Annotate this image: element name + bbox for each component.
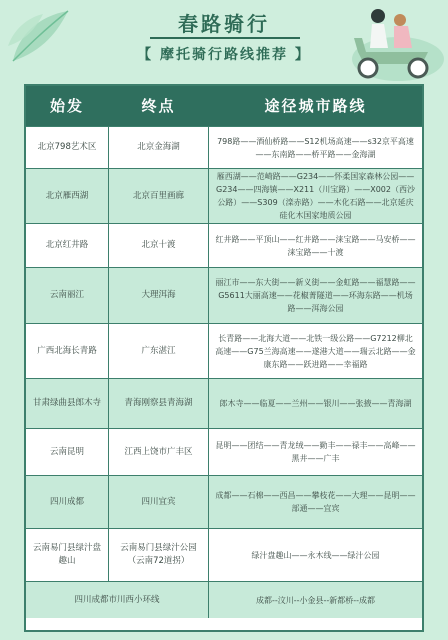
table-row	[26, 475, 422, 528]
cell-end: 四川宜宾	[141, 496, 176, 507]
column-header-route: 途径城市路线	[264, 97, 367, 115]
cell-start: 云南昆明	[49, 446, 84, 457]
table-row	[26, 581, 422, 618]
cell-end: 北京十渡	[141, 240, 176, 250]
scooter-rider-icon	[318, 4, 444, 84]
page-subtitle: 【 摩托骑行路线推荐 】	[137, 47, 311, 63]
column-header-start: 始发	[49, 97, 84, 115]
table-row	[26, 528, 422, 581]
header	[0, 0, 448, 84]
cell-start: 北京红井路	[45, 240, 89, 250]
cell-end: 云南易门县绿汁公园（云南72道拐）	[120, 543, 197, 566]
cell-start: 甘肃绿曲县郎木寺	[32, 398, 101, 408]
cell-end: 江西上饶市广丰区	[124, 446, 193, 457]
cell-end: 大理洱海	[141, 290, 176, 300]
cell-route: 郎木寺——临夏——兰州——银川——张掖——青海湖	[219, 399, 412, 408]
cell-start: 云南易门县绿汁盘趣山	[32, 543, 101, 566]
cell-route: 成都--汶川--小金县--新都桥--成都	[255, 595, 376, 605]
cell-start: 云南丽江	[49, 290, 84, 300]
table-row	[26, 126, 422, 168]
cell-route: 红井路——平顶山——红井路——涞宝路——马安桥——涞宝路——十渡	[215, 234, 416, 257]
table-row	[26, 428, 422, 475]
cell-route: 798路——酒仙桥路——S12机场高速——s32京平高速——东南路——桥平路——金海湖	[217, 136, 414, 159]
table-row	[26, 267, 422, 323]
cell-end: 北京金海湖	[137, 142, 180, 152]
table-header	[26, 86, 422, 126]
cell-start: 四川成都市川西小环线	[74, 594, 160, 605]
cell-start: 北京798艺术区	[37, 142, 97, 152]
cell-start: 四川成都	[49, 496, 84, 507]
cell-route: 长青路——北海大道——北铁一级公路——G7212柳北高速——G75兰海高速——遂港大道——瑞云北路——金康东路——跃进路——幸福路	[215, 333, 416, 369]
title-divider	[150, 37, 300, 39]
route-table	[24, 84, 424, 632]
cell-route: 绿汁盘趣山——永木线——绿汁公园	[251, 550, 380, 560]
column-header-end: 终点	[141, 97, 176, 115]
table-row	[26, 378, 422, 428]
cell-route: 昆明——团结——青龙绒——勤丰——禄丰——高峰——黑井——广丰	[215, 441, 416, 463]
table-row	[26, 223, 422, 267]
cell-end: 青海刚察县青海湖	[124, 398, 193, 408]
cell-start: 广西北海长青路	[37, 345, 97, 356]
page-title: 春路骑行	[178, 12, 270, 36]
cell-end: 北京百里画廊	[132, 190, 184, 201]
table-row	[26, 168, 422, 223]
cell-start: 北京雁西湖	[45, 190, 89, 201]
table-row	[26, 323, 422, 378]
cell-end: 广东湛江	[141, 345, 176, 356]
cell-route: 丽江市——东大街——新义街——金虹路——福慧路——G5611大丽高速——花椒菁隧道——环海东路——机场路——洱海公园	[215, 278, 416, 313]
cell-route: 雁西湖——范崎路——G234——怀柔国家森林公园——G234——四海镇——X211（川宝路）——X002（西沙公路）——S309（滦赤路）——木化石路——北京延庆硅化木国家地质公园	[216, 172, 415, 220]
cell-route: 成都——石棉——西昌——攀枝花——大理——昆明——部通——宜宾	[215, 491, 416, 513]
